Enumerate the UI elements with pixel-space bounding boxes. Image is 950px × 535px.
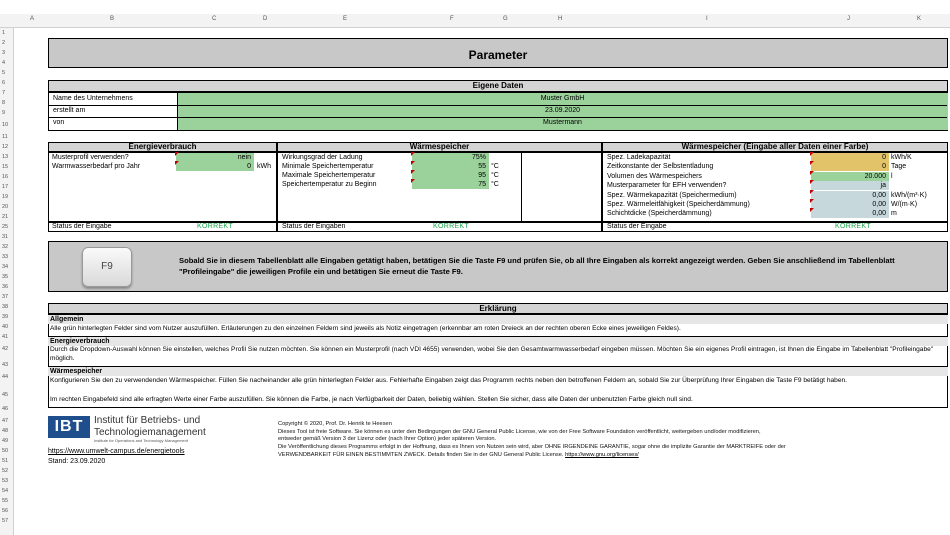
energie-status-value: KORREKT [197, 223, 233, 230]
license-line-2: entweder gemäß Version 3 der Lizenz oder (nach Ihrer Option) jeder späteren Version. [278, 436, 497, 442]
copyright-line: Copyright © 2020, Prof. Dr. Henrik te Heesen [278, 421, 392, 427]
ladekapazitaet-input[interactable]: 0 [811, 153, 889, 162]
institute-line-2: Technologiemanagement [94, 427, 206, 438]
row-header[interactable]: 19 [2, 194, 9, 200]
row-header[interactable]: 37 [2, 294, 9, 300]
schichtdicke-unit: m [891, 210, 897, 217]
row-header[interactable]: 31 [2, 234, 9, 240]
f9-hint-banner [48, 241, 948, 292]
row-header[interactable]: 43 [2, 362, 9, 368]
column-header-h[interactable]: H [558, 16, 563, 22]
gnu-license-link[interactable]: https://www.gnu.org/licenses/ [565, 452, 639, 458]
waermeleitfaehigkeit-unit: W/(m·K) [891, 201, 918, 208]
waerme-header: Wärmespeicher [277, 142, 602, 152]
waerme2-panel [602, 152, 948, 222]
column-header-bar [0, 14, 950, 28]
created-at-label: erstellt am [53, 107, 86, 114]
f9-key-label: F9 [101, 261, 113, 272]
energieverbrauch-text: Durch die Dropdown-Auswahl können Sie einstellen, welches Profil Sie nutzen möchten. Sie können ein Musterprofil (nach VDI 4655) verwenden, wobei Sie den Gesamtwarmwasserbedarf eingeben müssen. Möchten Sie ein eigenes Profil eintragen, ist Ihnen die Eingabe im Tabellenblatt "Profileingabe" möglich. [50, 346, 934, 362]
row-header[interactable]: 34 [2, 264, 9, 270]
warmwasserbedarf-label: Warmwasserbedarf pro Jahr [52, 163, 141, 170]
license-line-3: Die Veröffentlichung dieses Programms erfolgt in der Hoffnung, dass es Ihnen von Nutzen sein wird, aber OHNE IRGENDEINE GARANTIE, sogar ohne die implizite Garantie der MARKTREIFE oder der [278, 444, 786, 450]
energietools-link[interactable]: https://www.umwelt-campus.de/energietools [48, 448, 185, 455]
warmwasserbedarf-input[interactable]: 0 [176, 162, 254, 171]
title-banner [48, 38, 948, 68]
row-header[interactable]: 40 [2, 324, 9, 330]
ibt-logo: IBT [48, 416, 90, 438]
row-header[interactable]: 57 [2, 518, 9, 524]
license-line-1: Dieses Tool ist freie Software. Sie können es unter den Bedingungen der GNU General Public License, wie von der Free Software Foundation veröffentlicht, weitergeben und/oder modifizieren, [278, 429, 761, 435]
row-header[interactable]: 12 [2, 144, 9, 150]
row-header[interactable]: 33 [2, 254, 9, 260]
row-header[interactable]: 50 [2, 448, 9, 454]
waermeleitfaehigkeit-label: Spez. Wärmeleitfähigkeit (Speicherdämmung) [607, 201, 750, 208]
allgemein-title: Allgemein [48, 314, 948, 324]
row-header[interactable]: 54 [2, 488, 9, 494]
row-header[interactable]: 1 [2, 30, 6, 36]
zeitkonstante-unit: Tage [891, 163, 907, 170]
erklaerung-header: Erklärung [48, 303, 948, 314]
zeitkonstante-input[interactable]: 0 [811, 162, 889, 171]
license-line-4 [278, 452, 639, 459]
waerme2-status-row [602, 222, 948, 232]
f9-hint-text: Sobald Sie in diesem Tabellenblatt alle Eingaben getätigt haben, betätigen Sie die Taste F9 und prüfen Sie, ob all Ihre Eingaben als korrekt angezeigt werden. Geben Sie anschließend im Tabellenblatt "Profileingabe" die jeweiligen Profile ein und betätigen Sie erneut die Taste F9. [179, 256, 895, 276]
row-header[interactable]: 39 [2, 314, 9, 320]
row-header[interactable]: 21 [2, 214, 9, 220]
row-header[interactable]: 49 [2, 438, 9, 444]
row-header[interactable]: 7 [2, 90, 6, 96]
row-header[interactable]: 8 [2, 100, 6, 106]
row-header[interactable]: 11 [2, 134, 8, 140]
company-label: Name des Unternehmens [53, 95, 133, 102]
column-header-c[interactable]: C [212, 16, 217, 22]
warmwasserbedarf-unit: kWh [257, 163, 271, 170]
row-header[interactable]: 32 [2, 244, 9, 250]
row-header[interactable]: 46 [2, 406, 9, 412]
waermekapazitaet-input[interactable]: 0,00 [811, 191, 889, 200]
min-temp-input[interactable]: 55 [412, 162, 489, 171]
row-header[interactable]: 41 [2, 334, 9, 340]
column-header-j[interactable]: J [847, 16, 850, 22]
musterprofil-dropdown[interactable]: nein [176, 153, 254, 162]
allgemein-text: Alle grün hinterlegten Felder sind vom Nutzer auszufüllen. Erläuterungen zu den einzelnen Feldern sind jeweils als Notiz eingetragen (erkennbar am roten Dreieck an der rechten oberen Ecke eines jeweiligen Feldes). [50, 325, 681, 332]
start-temp-label: Speichertemperatur zu Beginn [282, 181, 377, 188]
min-temp-label: Minimale Speichertemperatur [282, 163, 374, 170]
waermekapazitaet-unit: kWh/(m³·K) [891, 192, 927, 199]
license-line-4-text: VERWENDBARKEIT FÜR EINEN BESTIMMTEN ZWECK. Details finden Sie in der GNU General Public License. [278, 452, 564, 458]
waermespeicher-text-2: Im rechten Eingabefeld sind alle erfragten Werte einer Farbe auszufüllen. Sie können die Farbe, je nach Verfügbarkeit der Daten, beliebig wählen. Stellen Sie sicher, dass alle Daten der unbenutzten Farbe gleich null sind. [50, 396, 693, 403]
waermespeicher-text: Konfigurieren Sie den zu verwendenden Wärmespeicher. Füllen Sie nacheinander alle grün hinterlegten Felder aus. Fehlerhafte Eingaben zeigt das Programm rechts neben den betroffenen Feldern an, sobald Sie zur Überprüfung Ihrer Eingaben die Taste F9 betätigt haben. [50, 377, 847, 384]
row-header[interactable]: 3 [2, 50, 6, 56]
waerme2-status-value: KORREKT [835, 223, 871, 230]
row-header[interactable]: 35 [2, 274, 9, 280]
energie-status-label: Status der Eingabe [52, 223, 112, 230]
row-header[interactable]: 6 [2, 80, 6, 86]
company-input[interactable]: Muster GmbH [540, 95, 585, 102]
row-header[interactable]: 51 [2, 458, 9, 464]
min-temp-unit: °C [491, 163, 499, 170]
f9-key-icon [82, 247, 132, 287]
column-header-i[interactable]: I [706, 16, 708, 22]
row-header[interactable]: 15 [2, 164, 9, 170]
schichtdicke-label: Schichtdicke (Speicherdämmung) [607, 210, 712, 217]
max-temp-label: Maximale Speichertemperatur [282, 172, 376, 179]
waerme2-status-label: Status der Eingabe [607, 223, 667, 230]
row-header[interactable]: 55 [2, 498, 9, 504]
waerme2-header: Wärmespeicher (Eingabe aller Daten einer Farbe) [602, 142, 948, 152]
waerme-status-value: KORREKT [433, 223, 469, 230]
energieverbrauch-title: Energieverbrauch [48, 336, 948, 346]
waermekapazitaet-label: Spez. Wärmekapazität (Speichermedium) [607, 192, 737, 199]
row-header[interactable]: 9 [2, 110, 6, 116]
institute-line-1: Institut für Betriebs- und [94, 415, 201, 426]
zeitkonstante-label: Zeitkonstante der Selbstentladung [607, 163, 714, 170]
volumen-label: Volumen des Wärmespeichers [607, 173, 702, 180]
row-header[interactable]: 20 [2, 204, 9, 210]
row-header[interactable]: 52 [2, 468, 9, 474]
row-header[interactable]: 25 [2, 224, 9, 230]
waermeleitfaehigkeit-input[interactable]: 0,00 [811, 200, 889, 209]
author-input[interactable]: Mustermann [543, 119, 582, 126]
waerme-status-label: Status der Eingaben [282, 223, 346, 230]
row-header[interactable]: 13 [2, 154, 9, 160]
musterparameter-label: Musterparameter für EFH verwenden? [607, 182, 727, 189]
row-header[interactable]: 45 [2, 392, 9, 398]
row-header[interactable]: 10 [2, 122, 9, 128]
institute-subtitle: Institute for Operations and Technology Management [94, 438, 188, 443]
row-header[interactable]: 48 [2, 428, 9, 434]
column-header-d[interactable]: D [263, 16, 268, 22]
column-header-g[interactable]: G [503, 16, 508, 22]
column-header-f[interactable]: F [450, 16, 454, 22]
stand-date: Stand: 23.09.2020 [48, 458, 106, 465]
column-header-a[interactable]: A [30, 16, 35, 22]
max-temp-input[interactable]: 95 [412, 171, 489, 180]
ladekapazitaet-unit: kWh/K [891, 154, 912, 161]
start-temp-input[interactable]: 75 [412, 180, 489, 189]
waermespeicher-title: Wärmespeicher [48, 366, 948, 376]
row-header-bar [0, 28, 14, 535]
row-header[interactable]: 42 [2, 346, 9, 352]
volumen-input[interactable]: 20.000 [811, 172, 889, 181]
waerme-panel [277, 152, 602, 222]
waerme-status-row [277, 222, 602, 232]
energie-panel [48, 152, 277, 222]
created-at-input[interactable]: 23.09.2020 [544, 107, 581, 114]
schichtdicke-input[interactable]: 0,00 [811, 209, 889, 218]
musterprofil-label: Musterprofil verwenden? [52, 154, 129, 161]
row-header[interactable]: 17 [2, 184, 9, 190]
row-header[interactable]: 5 [2, 70, 6, 76]
wirkungsgrad-input[interactable]: 75% [412, 153, 489, 162]
page-title: Parameter [468, 48, 528, 62]
max-temp-unit: °C [491, 172, 499, 179]
eigene-daten-header: Eigene Daten [48, 80, 948, 92]
row-header[interactable]: 44 [2, 374, 9, 380]
row-header[interactable]: 53 [2, 478, 9, 484]
column-header-e[interactable]: E [343, 16, 348, 22]
row-header[interactable]: 38 [2, 304, 9, 310]
eigene-daten-table [48, 92, 948, 131]
row-header[interactable]: 56 [2, 508, 9, 514]
column-header-k[interactable]: K [917, 16, 922, 22]
musterparameter-dropdown[interactable]: ja [811, 181, 889, 190]
row-header[interactable]: 36 [2, 284, 9, 290]
row-header[interactable]: 4 [2, 60, 6, 66]
ladekapazitaet-label: Spez. Ladekapazität [607, 154, 671, 161]
wirkungsgrad-label: Wirkungsgrad der Ladung [282, 154, 363, 161]
row-header[interactable]: 47 [2, 418, 9, 424]
volumen-unit: l [891, 173, 893, 180]
energie-status-row [48, 222, 277, 232]
column-header-b[interactable]: B [110, 16, 115, 22]
energie-header: Energieverbrauch [48, 142, 277, 152]
row-header[interactable]: 16 [2, 174, 9, 180]
author-label: von [53, 119, 65, 126]
start-temp-unit: °C [491, 181, 499, 188]
row-header[interactable]: 2 [2, 40, 6, 46]
